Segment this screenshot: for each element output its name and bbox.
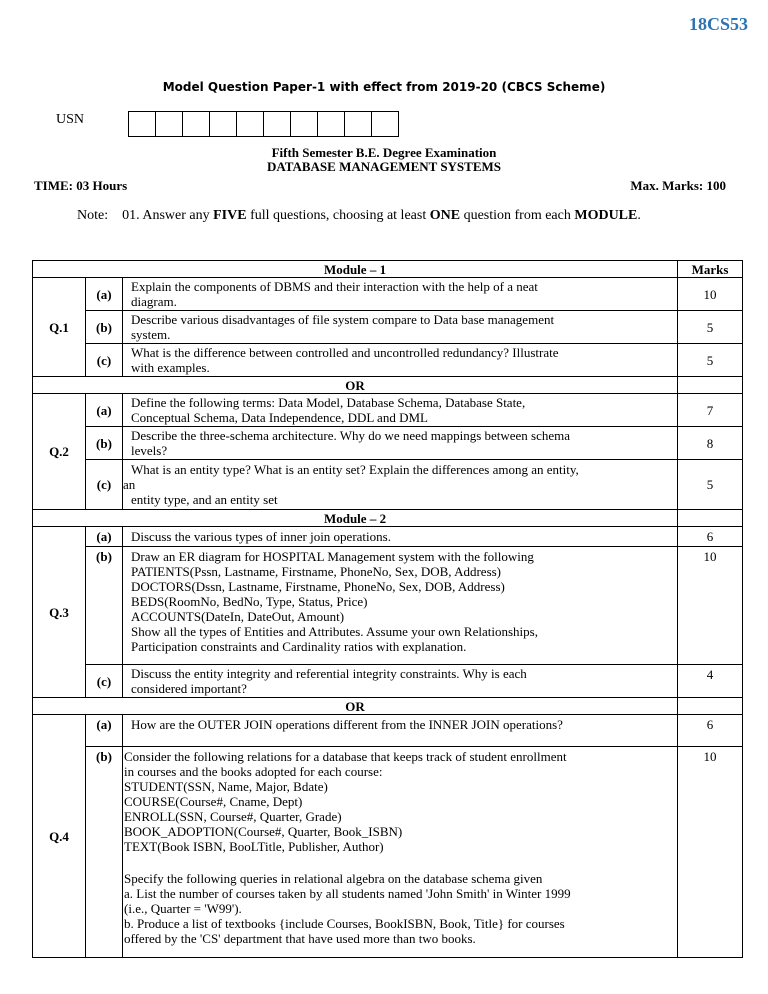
- course-code: 18CS53: [688, 14, 748, 34]
- empty-cell: [678, 698, 743, 715]
- sub-question-tag: (c): [86, 665, 123, 698]
- usn-box: [344, 111, 372, 137]
- question-text: [123, 344, 678, 377]
- marks-value: 6: [678, 527, 743, 547]
- max-marks-label: Max. Marks: 100: [630, 178, 726, 193]
- marks-header: Marks: [678, 261, 743, 278]
- sub-question-tag: (a): [86, 278, 123, 311]
- note-label: Note:: [77, 208, 109, 223]
- table-row: [33, 311, 743, 344]
- question-text: Discuss the various types of inner join operations.: [123, 527, 678, 547]
- text-line: BEDS(RoomNo, BedNo, Type, Status, Price): [131, 594, 368, 609]
- text-line: What is an entity type? What is an entity set? Explain the differences among an entity,: [131, 462, 579, 477]
- text-line: ENROLL(SSN, Course#, Quarter, Grade): [124, 809, 342, 824]
- table-row: [33, 715, 743, 747]
- note-bold-module: MODULE: [574, 208, 638, 223]
- paper-heading: Model Question Paper-1 with effect from 2019-20 (CBCS Scheme): [162, 80, 606, 94]
- text-line: with examples.: [131, 360, 210, 375]
- text-line: b. Produce a list of textbooks {include Courses, BookISBN, Book, Title} for courses: [124, 916, 565, 931]
- sub-question-tag: (b): [86, 427, 123, 460]
- note-bold-five: FIVE: [213, 208, 247, 223]
- table-row: [33, 344, 743, 377]
- subject-title: DATABASE MANAGEMENT SYSTEMS: [266, 159, 502, 174]
- text-line: Consider the following relations for a database that keeps track of student enrollment: [124, 749, 567, 764]
- text-line: TEXT(Book ISBN, BooLTitle, Publisher, Author): [124, 839, 384, 854]
- note-end: .: [637, 208, 641, 223]
- question-text: [123, 427, 678, 460]
- usn-boxes: [129, 111, 399, 137]
- sub-question-tag: (b): [86, 547, 123, 665]
- sub-question-tag: (b): [86, 311, 123, 344]
- marks-value: 8: [678, 427, 743, 460]
- text-line: BOOK_ADOPTION(Course#, Quarter, Book_ISBN): [124, 824, 403, 839]
- table-row: [33, 394, 743, 427]
- or-separator: OR: [33, 698, 678, 715]
- marks-value: 5: [678, 460, 743, 510]
- note-mid2: question from each: [460, 208, 575, 223]
- marks-value: 5: [678, 311, 743, 344]
- question-text: [123, 278, 678, 311]
- text-line: STUDENT(SSN, Name, Major, Bdate): [124, 779, 328, 794]
- marks-value: 10: [678, 278, 743, 311]
- text-line: offered by the 'CS' department that have used more than two books.: [124, 931, 476, 946]
- or-row: [33, 698, 743, 715]
- marks-value: 4: [678, 665, 743, 698]
- question-number: Q.4: [33, 715, 86, 958]
- sub-question-tag: (a): [86, 715, 123, 747]
- empty-cell: [678, 377, 743, 394]
- question-number: Q.2: [33, 394, 86, 510]
- exam-title: Fifth Semester B.E. Degree Examination: [271, 145, 497, 160]
- text-line: Describe various disadvantages of file system compare to Data base management: [131, 312, 555, 327]
- text-line: (i.e., Quarter = 'W99').: [124, 901, 242, 916]
- text-line: COURSE(Course#, Cname, Dept): [124, 794, 303, 809]
- question-table: [32, 260, 743, 958]
- usn-box: [290, 111, 318, 137]
- table-row: [33, 747, 743, 958]
- text-line: What is the difference between controlled and uncontrolled redundancy? Illustrate: [131, 345, 559, 360]
- note-mid1: full questions, choosing at least: [246, 208, 430, 223]
- usn-box: [236, 111, 264, 137]
- text-line: in courses and the books adopted for each course:: [124, 764, 383, 779]
- note-prefix: 01. Answer any: [122, 208, 214, 223]
- text-line: ACCOUNTS(DateIn, DateOut, Amount): [131, 609, 345, 624]
- module-1-title: Module – 1: [33, 261, 678, 278]
- usn-box: [317, 111, 345, 137]
- question-text: [123, 665, 678, 698]
- sub-question-tag: (c): [86, 344, 123, 377]
- text-line: Discuss the entity integrity and referential integrity constraints. Why is each: [131, 666, 527, 681]
- text-line: Explain the components of DBMS and their interaction with the help of a neat: [131, 279, 538, 294]
- text-line: diagram.: [131, 294, 177, 309]
- usn-box: [155, 111, 183, 137]
- text-line: system.: [131, 327, 171, 342]
- marks-value: 7: [678, 394, 743, 427]
- usn-box: [371, 111, 399, 137]
- module-2-header-row: [33, 510, 743, 527]
- usn-box: [263, 111, 291, 137]
- usn-box: [182, 111, 210, 137]
- question-number: Q.3: [33, 527, 86, 698]
- marks-value: 6: [678, 715, 743, 747]
- table-row: [33, 547, 743, 665]
- question-text: How are the OUTER JOIN operations different from the INNER JOIN operations?: [123, 715, 678, 747]
- table-row: [33, 665, 743, 698]
- usn-box: [128, 111, 156, 137]
- text-line: Specify the following queries in relational algebra on the database schema given: [124, 871, 543, 886]
- instructions-note: [77, 208, 641, 224]
- table-row: [33, 278, 743, 311]
- text-line: Describe the three-schema architecture. Why do we need mappings between schema: [131, 428, 571, 443]
- module-1-header-row: [33, 261, 743, 278]
- usn-label: USN: [56, 112, 85, 127]
- text-line: PATIENTS(Pssn, Lastname, Firstname, PhoneNo, Sex, DOB, Address): [131, 564, 502, 579]
- sub-question-tag: (b): [86, 747, 123, 958]
- sub-question-tag: (c): [86, 460, 123, 510]
- table-row: [33, 460, 743, 510]
- text-line: Conceptual Schema, Data Independence, DDL and DML: [131, 410, 428, 425]
- text-line: Participation constraints and Cardinality ratios with explanation.: [131, 639, 467, 654]
- text-line: Show all the types of Entities and Attributes. Assume your own Relationships,: [131, 624, 538, 639]
- text-line: Draw an ER diagram for HOSPITAL Management system with the following: [131, 549, 534, 564]
- module-2-title: Module – 2: [33, 510, 678, 527]
- marks-value: 10: [678, 547, 743, 665]
- or-separator: OR: [33, 377, 678, 394]
- exam-header: [0, 146, 768, 174]
- question-text: [123, 460, 678, 510]
- text-line: considered important?: [131, 681, 247, 696]
- text-line: an: [123, 477, 136, 492]
- question-text: [123, 311, 678, 344]
- question-number: Q.1: [33, 278, 86, 377]
- blank-line: [124, 854, 674, 871]
- usn-box: [209, 111, 237, 137]
- sub-question-tag: (a): [86, 394, 123, 427]
- table-row: [33, 427, 743, 460]
- question-text: [123, 547, 678, 665]
- text-line: levels?: [131, 443, 168, 458]
- empty-cell: [678, 510, 743, 527]
- question-text: [123, 394, 678, 427]
- time-label: TIME: 03 Hours: [34, 178, 128, 193]
- note-bold-one: ONE: [429, 208, 461, 223]
- or-row: [33, 377, 743, 394]
- marks-value: 5: [678, 344, 743, 377]
- sub-question-tag: (a): [86, 527, 123, 547]
- question-text: [123, 747, 678, 958]
- marks-value: 10: [678, 747, 743, 958]
- text-line: Define the following terms: Data Model, Database Schema, Database State,: [131, 395, 526, 410]
- text-line: a. List the number of courses taken by all students named 'John Smith' in Winter 1999: [124, 886, 571, 901]
- text-line: DOCTORS(Dssn, Lastname, Firstname, PhoneNo, Sex, DOB, Address): [131, 579, 505, 594]
- table-row: [33, 527, 743, 547]
- text-line: entity type, and an entity set: [131, 492, 278, 507]
